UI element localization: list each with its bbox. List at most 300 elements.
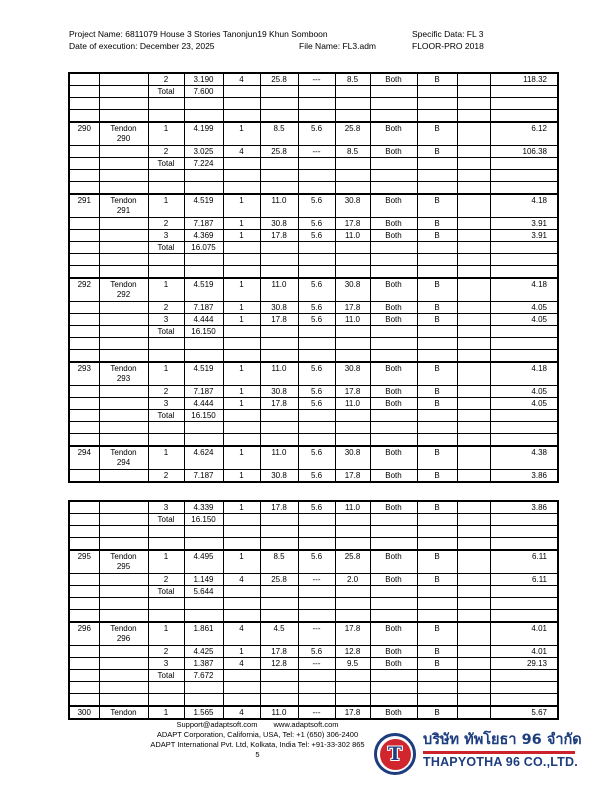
table-row — [69, 646, 558, 658]
cell: 4.444 — [184, 314, 223, 326]
cell: 2 — [148, 146, 184, 158]
cell — [490, 110, 558, 122]
cell: 4.339 — [184, 501, 223, 514]
cell: 1 — [223, 194, 260, 218]
table-row-empty — [69, 682, 558, 694]
cell — [99, 110, 148, 122]
cell: 30.8 — [335, 362, 370, 386]
cell: 17.8 — [260, 646, 298, 658]
cell — [99, 218, 148, 230]
cell — [184, 266, 223, 278]
cell — [184, 682, 223, 694]
cell — [457, 682, 490, 694]
table-row — [69, 658, 558, 670]
cell: 1 — [148, 446, 184, 470]
cell — [99, 610, 148, 622]
cell — [298, 682, 335, 694]
cell — [417, 434, 457, 446]
cell — [184, 350, 223, 362]
specific-data: Specific Data: FL 3 — [412, 29, 484, 39]
cell — [457, 646, 490, 658]
cell: 16.150 — [184, 410, 223, 422]
cell — [99, 386, 148, 398]
cell: 1 — [223, 646, 260, 658]
cell — [370, 526, 417, 538]
cell — [335, 598, 370, 610]
cell — [370, 110, 417, 122]
cell — [457, 122, 490, 146]
cell — [260, 254, 298, 266]
cell — [223, 694, 260, 706]
cell: B — [417, 646, 457, 658]
project-name: Project Name: 6811079 House 3 Stories Tanonjun19 Khun Somboon — [69, 29, 328, 39]
cell: 4.05 — [490, 386, 558, 398]
cell — [298, 514, 335, 526]
cell — [370, 86, 417, 98]
cell: 4.425 — [184, 646, 223, 658]
table-row — [69, 622, 558, 646]
cell — [260, 182, 298, 194]
cell: 16.150 — [184, 326, 223, 338]
cell — [260, 170, 298, 182]
cell: 296 — [69, 622, 99, 646]
table-row-empty — [69, 526, 558, 538]
cell: 1 — [223, 230, 260, 242]
thai-company-name: บริษัท ทัพโยธา 96 จำกัด — [423, 732, 582, 748]
table-row — [69, 362, 558, 386]
cell — [457, 622, 490, 646]
cell — [490, 538, 558, 550]
cell — [457, 610, 490, 622]
cell: B — [417, 122, 457, 146]
cell: B — [417, 501, 457, 514]
cell — [417, 338, 457, 350]
cell — [457, 98, 490, 110]
cell — [260, 694, 298, 706]
cell — [69, 73, 99, 86]
cell: B — [417, 470, 457, 483]
cell — [99, 170, 148, 182]
logo-letter-t: T — [387, 742, 403, 765]
table-row — [69, 146, 558, 158]
cell: 3.190 — [184, 73, 223, 86]
cell: 7.187 — [184, 386, 223, 398]
cell — [148, 338, 184, 350]
cell: 1 — [223, 446, 260, 470]
cell: 1 — [148, 278, 184, 302]
cell: 1.565 — [184, 706, 223, 719]
cell — [260, 670, 298, 682]
cell — [457, 598, 490, 610]
cell: 3.91 — [490, 218, 558, 230]
cell — [370, 670, 417, 682]
cell — [417, 158, 457, 170]
cell — [335, 586, 370, 598]
table-row — [69, 446, 558, 470]
cell — [457, 338, 490, 350]
cell: 5.6 — [298, 302, 335, 314]
cell — [335, 514, 370, 526]
table-row — [69, 501, 558, 514]
cell — [298, 326, 335, 338]
cell — [457, 218, 490, 230]
cell: 7.224 — [184, 158, 223, 170]
cell: 1 — [223, 362, 260, 386]
cell: 5.6 — [298, 550, 335, 574]
tendon-name-cell: Tendon — [99, 706, 148, 719]
cell — [184, 110, 223, 122]
cell: Both — [370, 622, 417, 646]
cell — [457, 314, 490, 326]
cell — [490, 242, 558, 254]
cell: 1 — [223, 122, 260, 146]
cell — [335, 242, 370, 254]
cell — [223, 434, 260, 446]
cell: 3 — [148, 501, 184, 514]
cell — [223, 182, 260, 194]
cell — [99, 410, 148, 422]
cell: B — [417, 302, 457, 314]
cell: 4.444 — [184, 398, 223, 410]
cell — [457, 146, 490, 158]
cell — [184, 254, 223, 266]
cell: B — [417, 446, 457, 470]
cell: 17.8 — [260, 398, 298, 410]
cell: 11.0 — [260, 446, 298, 470]
cell — [260, 434, 298, 446]
cell — [417, 254, 457, 266]
cell: 3.86 — [490, 501, 558, 514]
cell: 2 — [148, 646, 184, 658]
cell: 4.01 — [490, 622, 558, 646]
cell — [370, 586, 417, 598]
cell — [370, 610, 417, 622]
cell: 4.519 — [184, 278, 223, 302]
table-row-empty — [69, 110, 558, 122]
cell: 9.5 — [335, 658, 370, 670]
cell — [184, 538, 223, 550]
cell: 30.8 — [260, 302, 298, 314]
cell: Both — [370, 194, 417, 218]
cell: 2 — [148, 73, 184, 86]
cell — [298, 98, 335, 110]
cell: 4 — [223, 706, 260, 719]
cell: 3.025 — [184, 146, 223, 158]
cell: Both — [370, 122, 417, 146]
company-name-block — [423, 730, 593, 770]
cell: 1 — [223, 302, 260, 314]
cell: Both — [370, 362, 417, 386]
cell — [457, 398, 490, 410]
cell — [223, 410, 260, 422]
cell — [148, 350, 184, 362]
table-row-empty — [69, 98, 558, 110]
cell — [457, 550, 490, 574]
cell — [69, 434, 99, 446]
cell — [490, 598, 558, 610]
cell — [417, 422, 457, 434]
cell — [260, 610, 298, 622]
logo-red-circle — [380, 739, 411, 770]
cell: 30.8 — [260, 218, 298, 230]
table-row-empty — [69, 266, 558, 278]
cell — [260, 338, 298, 350]
cell: 4.18 — [490, 278, 558, 302]
cell — [457, 574, 490, 586]
cell — [69, 314, 99, 326]
cell: 5.6 — [298, 230, 335, 242]
cell — [223, 110, 260, 122]
cell — [335, 538, 370, 550]
table-row — [69, 86, 558, 98]
cell: 4 — [223, 622, 260, 646]
cell: Both — [370, 446, 417, 470]
cell — [335, 434, 370, 446]
cell: Both — [370, 398, 417, 410]
cell: 30.8 — [260, 386, 298, 398]
cell — [417, 598, 457, 610]
cell: Total — [148, 586, 184, 598]
cell — [298, 110, 335, 122]
cell — [69, 242, 99, 254]
tendon-name-cell: Tendon 291 — [99, 194, 148, 218]
cell: 4.05 — [490, 398, 558, 410]
cell — [298, 182, 335, 194]
cell — [69, 98, 99, 110]
cell — [69, 694, 99, 706]
cell: 30.8 — [260, 470, 298, 483]
cell — [223, 598, 260, 610]
cell: 294 — [69, 446, 99, 470]
cell: Both — [370, 230, 417, 242]
cell — [335, 670, 370, 682]
cell: 12.8 — [335, 646, 370, 658]
tendon-name-cell: Tendon 292 — [99, 278, 148, 302]
cell — [490, 170, 558, 182]
cell — [417, 670, 457, 682]
cell — [260, 266, 298, 278]
cell: B — [417, 550, 457, 574]
cell — [69, 682, 99, 694]
cell — [148, 538, 184, 550]
table-row — [69, 326, 558, 338]
cell — [69, 670, 99, 682]
cell — [69, 218, 99, 230]
cell — [99, 646, 148, 658]
cell — [335, 350, 370, 362]
cell — [417, 514, 457, 526]
cell — [184, 434, 223, 446]
cell: 1 — [223, 398, 260, 410]
cell — [69, 514, 99, 526]
cell — [370, 598, 417, 610]
cell — [69, 266, 99, 278]
website: www.adaptsoft.com — [273, 720, 339, 729]
cell: 5.67 — [490, 706, 558, 719]
cell: 17.8 — [335, 218, 370, 230]
cell — [260, 110, 298, 122]
cell — [260, 538, 298, 550]
company-logo — [374, 733, 416, 775]
cell — [457, 526, 490, 538]
cell: 4.38 — [490, 446, 558, 470]
table-row — [69, 410, 558, 422]
cell — [260, 350, 298, 362]
cell — [260, 410, 298, 422]
cell: 1 — [148, 362, 184, 386]
cell: B — [417, 386, 457, 398]
cell — [370, 182, 417, 194]
cell — [335, 338, 370, 350]
cell — [457, 254, 490, 266]
cell — [298, 266, 335, 278]
cell — [99, 350, 148, 362]
cell — [223, 538, 260, 550]
cell: Both — [370, 146, 417, 158]
table-row-empty — [69, 422, 558, 434]
tendon-name-cell: Tendon 296 — [99, 622, 148, 646]
cell: 1 — [148, 122, 184, 146]
cell: 7.187 — [184, 302, 223, 314]
cell: Both — [370, 646, 417, 658]
cell — [370, 410, 417, 422]
cell — [148, 170, 184, 182]
cell — [99, 338, 148, 350]
table-row-empty — [69, 434, 558, 446]
tendon-table-block-1 — [68, 72, 559, 483]
cell: 17.8 — [335, 622, 370, 646]
cell: 11.0 — [335, 314, 370, 326]
cell: 1 — [148, 550, 184, 574]
cell — [457, 446, 490, 470]
cell — [490, 670, 558, 682]
cell — [69, 586, 99, 598]
cell: 6.12 — [490, 122, 558, 146]
cell — [457, 362, 490, 386]
cell: 5.6 — [298, 470, 335, 483]
cell — [99, 158, 148, 170]
cell: 300 — [69, 706, 99, 719]
cell — [223, 266, 260, 278]
cell: 17.8 — [335, 706, 370, 719]
cell: B — [417, 73, 457, 86]
cell: 11.0 — [335, 501, 370, 514]
cell — [335, 682, 370, 694]
cell: 12.8 — [260, 658, 298, 670]
cell — [260, 86, 298, 98]
cell — [99, 398, 148, 410]
cell — [99, 501, 148, 514]
cell — [490, 422, 558, 434]
cell — [370, 98, 417, 110]
cell: 17.8 — [335, 302, 370, 314]
cell — [99, 682, 148, 694]
cell — [148, 266, 184, 278]
cell — [69, 538, 99, 550]
cell — [99, 694, 148, 706]
cell — [490, 266, 558, 278]
cell — [457, 670, 490, 682]
cell: B — [417, 362, 457, 386]
cell — [298, 538, 335, 550]
cell — [184, 170, 223, 182]
cell — [457, 658, 490, 670]
table-row — [69, 314, 558, 326]
cell — [457, 386, 490, 398]
cell — [490, 410, 558, 422]
cell — [457, 266, 490, 278]
cell: B — [417, 706, 457, 719]
cell — [490, 586, 558, 598]
cell: 8.5 — [335, 146, 370, 158]
cell — [457, 158, 490, 170]
cell: 11.0 — [335, 398, 370, 410]
table-row — [69, 706, 558, 719]
cell: Total — [148, 86, 184, 98]
cell: 1 — [223, 314, 260, 326]
cell — [457, 110, 490, 122]
cell — [298, 610, 335, 622]
cell — [69, 326, 99, 338]
cell — [335, 254, 370, 266]
cell — [298, 254, 335, 266]
cell — [260, 242, 298, 254]
cell — [260, 326, 298, 338]
cell: --- — [298, 73, 335, 86]
cell — [69, 254, 99, 266]
cell — [223, 242, 260, 254]
cell — [223, 254, 260, 266]
cell — [298, 586, 335, 598]
cell: B — [417, 398, 457, 410]
cell — [490, 434, 558, 446]
cell: 7.672 — [184, 670, 223, 682]
cell: 1 — [223, 218, 260, 230]
cell: Both — [370, 706, 417, 719]
cell — [490, 98, 558, 110]
cell: 7.187 — [184, 470, 223, 483]
cell: Total — [148, 514, 184, 526]
cell: Total — [148, 326, 184, 338]
cell — [184, 338, 223, 350]
cell — [223, 422, 260, 434]
cell — [184, 98, 223, 110]
cell: --- — [298, 658, 335, 670]
cell — [99, 302, 148, 314]
cell — [490, 610, 558, 622]
cell — [184, 182, 223, 194]
cell — [69, 610, 99, 622]
table-row — [69, 73, 558, 86]
cell — [223, 526, 260, 538]
cell — [69, 110, 99, 122]
cell: 4.05 — [490, 314, 558, 326]
table-row-empty — [69, 598, 558, 610]
cell: 5.6 — [298, 501, 335, 514]
tendon-name-cell: Tendon 294 — [99, 446, 148, 470]
cell: 5.644 — [184, 586, 223, 598]
cell: 30.8 — [335, 446, 370, 470]
cell: 11.0 — [260, 194, 298, 218]
cell — [457, 538, 490, 550]
cell: 5.6 — [298, 398, 335, 410]
cell — [69, 158, 99, 170]
cell — [457, 230, 490, 242]
cell: Both — [370, 386, 417, 398]
cell — [457, 501, 490, 514]
cell — [335, 266, 370, 278]
cell: 5.6 — [298, 218, 335, 230]
